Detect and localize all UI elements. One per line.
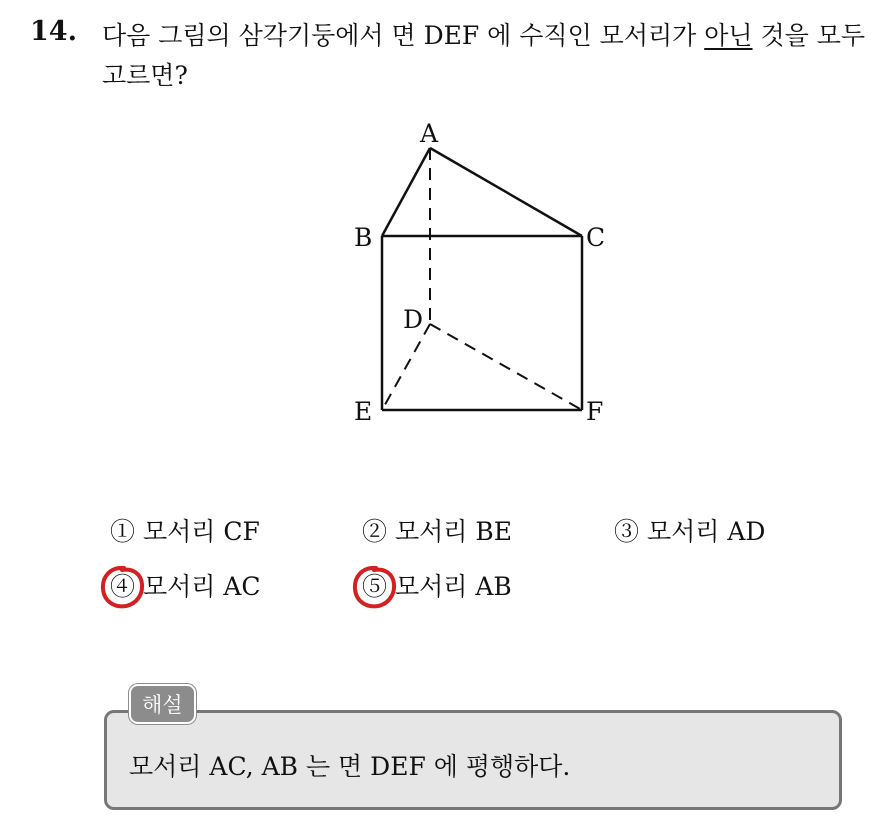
edge-AC (430, 148, 582, 236)
vertex-label-C: C (586, 223, 606, 252)
edge-AB (382, 148, 430, 236)
choice-3[interactable] (614, 516, 765, 548)
edge-DF (430, 324, 582, 410)
answer-mark-choice-5 (350, 562, 400, 612)
answer-mark-choice-4 (98, 562, 148, 612)
vertex-label-B: B (354, 223, 373, 252)
question-text-before: 다음 그림의 삼각기둥에서 면 DEF 에 수직인 모서리가 (102, 21, 705, 50)
choice-5-marker: ⑤ (362, 572, 388, 601)
choice-4-text: 모서리 AC (142, 572, 261, 601)
vertex-label-D: D (403, 305, 424, 334)
choice-3-text: 모서리 AD (646, 517, 766, 546)
question-text-underlined: 아닌 (704, 21, 753, 50)
vertex-label-E: E (354, 397, 373, 426)
choice-1-text: 모서리 CF (142, 517, 260, 546)
triangular-prism-figure (340, 112, 620, 432)
question-text-after: 것을 모두 고르면? (102, 21, 866, 90)
prism-diagram (340, 112, 620, 432)
edge-DE (382, 324, 430, 410)
choice-2-marker: ② (362, 517, 388, 546)
explanation-text: 모서리 AC, AB 는 면 DEF 에 평행하다. (129, 752, 571, 781)
choice-5-text: 모서리 AB (394, 572, 512, 601)
explanation-tab: 해설 (129, 684, 196, 724)
choice-1-marker: ① (110, 517, 136, 546)
vertex-label-F: F (586, 397, 604, 426)
question-text (102, 16, 872, 96)
choice-1[interactable] (110, 516, 260, 548)
choice-4-marker: ④ (110, 572, 136, 601)
choice-3-marker: ③ (614, 517, 640, 546)
explanation-box (104, 710, 842, 810)
question-number: 14. (30, 16, 77, 47)
choice-2[interactable] (362, 516, 512, 548)
vertex-label-A: A (420, 119, 439, 148)
choice-2-text: 모서리 BE (394, 517, 512, 546)
